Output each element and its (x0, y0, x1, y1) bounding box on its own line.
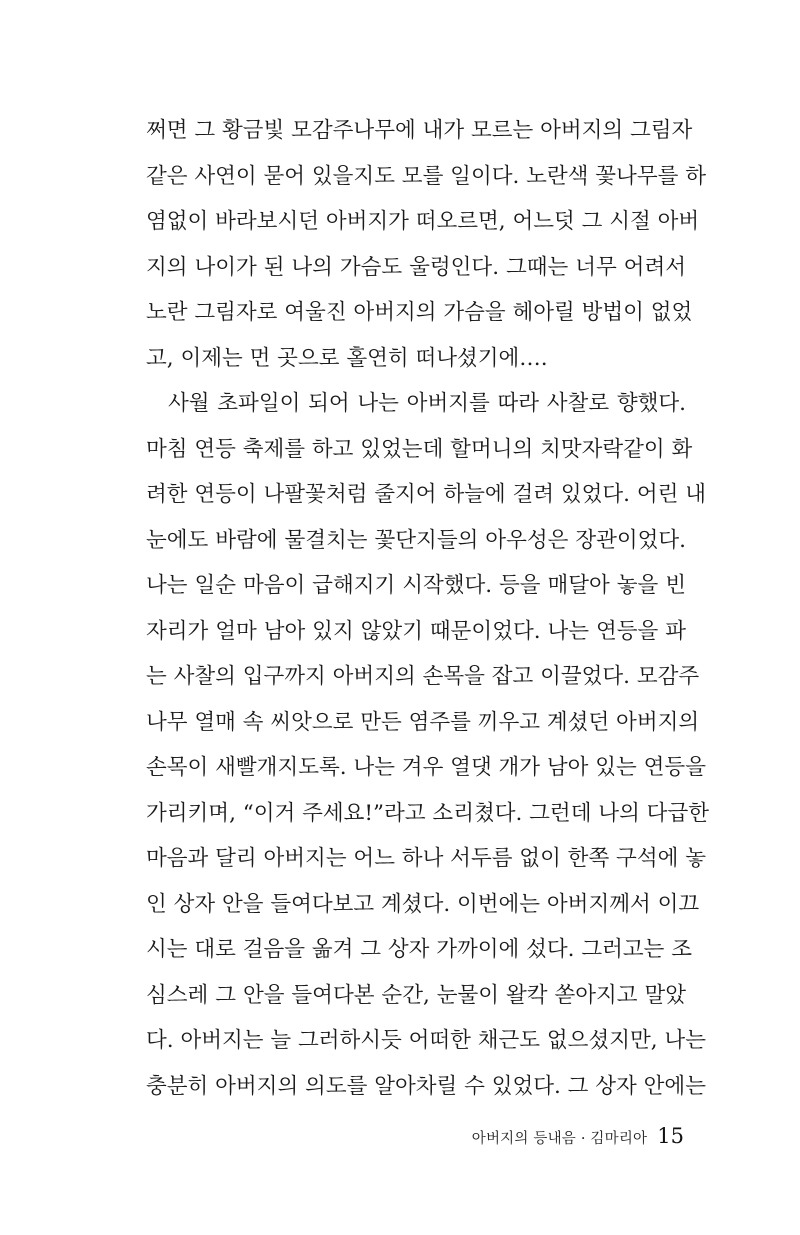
running-title: 아버지의 등내음 · 김마리아 (471, 1131, 648, 1147)
text-line: 마음과 달리 아버지는 어느 하나 서두름 없이 한쪽 구석에 놓 (146, 846, 706, 871)
text-line: 노란 그림자로 여울진 아버지의 가슴을 헤아릴 방법이 없었 (146, 300, 693, 325)
text-line: 손목이 새빨개지도록. 나는 겨우 열댓 개가 남아 있는 연등을 (146, 755, 706, 780)
text-line: 나는 일순 마음이 급해지기 시작했다. 등을 매달아 놓을 빈 (146, 573, 686, 598)
text-line: 고, 이제는 먼 곳으로 홀연히 떠나셨기에…. (146, 345, 548, 371)
text-line: 자리가 얼마 남아 있지 않았기 때문이었다. 나는 연등을 파 (146, 618, 686, 644)
text-line: 가리키며, “이거 주세요!”라고 소리쳤다. 그런데 나의 다급한 (146, 800, 709, 826)
text-line: 쩌면 그 황금빛 모감주나무에 내가 모르는 아버지의 그림자 (146, 118, 693, 143)
text-line: 눈에도 바람에 물결치는 꽃단지들의 아우성은 장관이었다. (146, 527, 686, 553)
page-number: 15 (657, 1124, 684, 1148)
text-line: 시는 대로 걸음을 옮겨 그 상자 가까이에 섰다. 그러고는 조 (146, 937, 693, 962)
text-line: 염없이 바라보시던 아버지가 떠오르면, 어느덧 그 시절 아버 (146, 209, 700, 234)
text-line: 는 사찰의 입구까지 아버지의 손목을 잡고 이끌었다. 모감주 (146, 664, 700, 689)
text-line: 다. 아버지는 늘 그러하시듯 어떠한 채근도 없으셨지만, 나는 (146, 1028, 706, 1053)
text-line: 충분히 아버지의 의도를 알아차릴 수 있었다. 그 상자 안에는 (146, 1073, 706, 1099)
text-line: 지의 나이가 된 나의 가슴도 울렁인다. 그때는 너무 어려서 (146, 254, 686, 280)
body-text (146, 108, 709, 1109)
page-footer (472, 1124, 684, 1156)
text-line: 사월 초파일이 되어 나는 아버지를 따라 사찰로 향했다. (168, 391, 686, 416)
text-line: 려한 연등이 나팔꽃처럼 줄지어 하늘에 걸려 있었다. 어린 내 (146, 482, 706, 507)
text-line: 심스레 그 안을 들여다본 순간, 눈물이 왈칵 쏟아지고 말았 (146, 982, 686, 1008)
text-line: 나무 열매 속 씨앗으로 만든 염주를 끼우고 계셨던 아버지의 (146, 709, 700, 735)
text-line: 인 상자 안을 들여다보고 계셨다. 이번에는 아버지께서 이끄 (146, 891, 700, 917)
text-line: 마침 연등 축제를 하고 있었는데 할머니의 치맛자락같이 화 (146, 436, 693, 462)
text-line: 같은 사연이 묻어 있을지도 모를 일이다. 노란색 꽃나무를 하 (146, 163, 706, 189)
